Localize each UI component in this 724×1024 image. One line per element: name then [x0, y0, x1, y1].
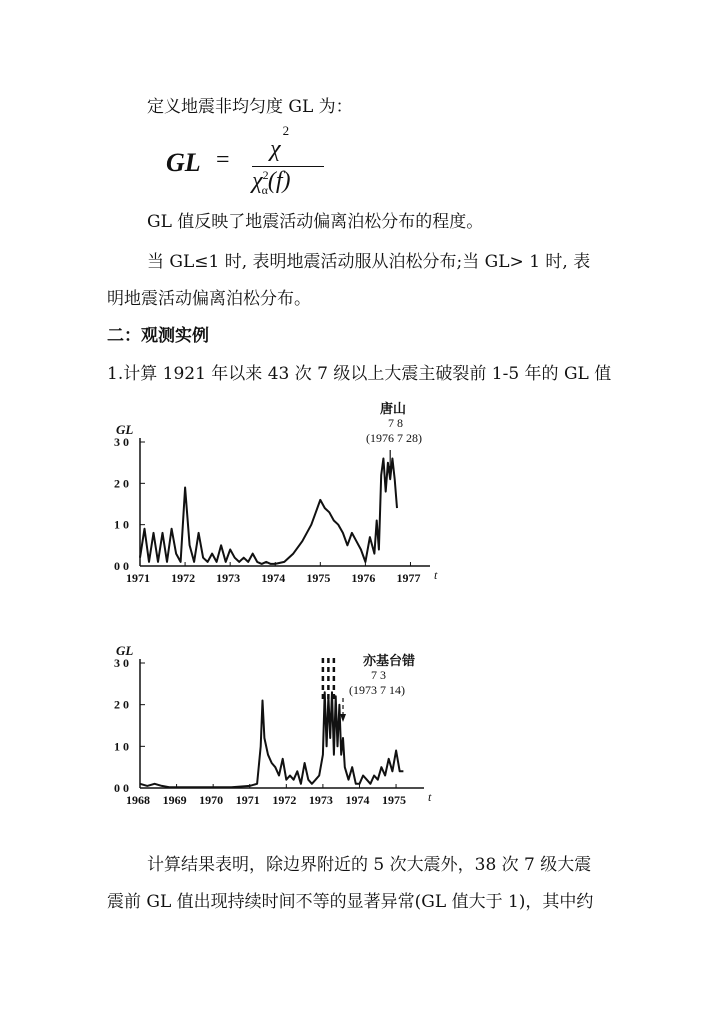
x-tick-label: 1973: [216, 571, 241, 585]
x-tick-label: 1974: [261, 571, 286, 585]
x-tick-label: 1976: [351, 571, 376, 585]
condition-text-line2: 明地震活动偏离泊松分布。: [107, 289, 311, 309]
x-tick-label: 1977: [396, 571, 421, 585]
y-tick-label: 1 0: [114, 739, 129, 754]
x-tick-label: 1970: [199, 793, 224, 807]
gl-meaning-text: GL 值反映了地震活动偏离泊松分布的程度。: [147, 212, 484, 232]
gl-series-line: [140, 692, 403, 787]
y-axis-label: GL: [116, 422, 134, 437]
y-tick-label: 0 0: [114, 559, 129, 573]
x-tick-label: 1972: [272, 793, 297, 807]
formula-denominator: $\chi^2_\alpha(f)$: [252, 168, 291, 197]
x-tick-label: 1971: [235, 793, 260, 807]
x-tick-label: 1975: [382, 793, 407, 807]
y-tick-label: 3 0: [114, 656, 129, 670]
y-tick-label: 2 0: [114, 476, 129, 491]
condition-text-line1: 当 GL≤1 时, 表明地震活动服从泊松分布;当 GL> 1 时, 表: [147, 252, 591, 272]
formula-fraction: [252, 123, 322, 203]
gl-chart-tangshan: [108, 400, 448, 595]
x-tick-label: 1969: [162, 793, 187, 807]
x-tick-label: 1971: [126, 571, 150, 585]
gl-series-line: [140, 459, 397, 564]
annotation-magnitude: 7 3: [371, 668, 386, 682]
y-tick-label: 2 0: [114, 697, 129, 712]
gl-chart-yiji: [108, 640, 448, 820]
formula-equals: =: [216, 147, 230, 173]
x-tick-label: 1973: [308, 793, 333, 807]
definition-text: 定义地震非均匀度 GL 为：: [147, 97, 353, 117]
fraction-bar: [252, 166, 324, 167]
result-text-line1: 计算结果表明，除边界附近的 5 次大震外，38 次 7 级大震: [147, 855, 592, 875]
annotation-place: 亦基台错: [363, 653, 416, 668]
result-text-line2: 震前 GL 值出现持续时间不等的显著异常(GL 值大于 1)，其中约: [107, 892, 594, 912]
x-axis-end-label: t: [434, 568, 438, 582]
gl-formula: [166, 123, 326, 203]
annotation-date: (1976 7 28): [366, 431, 422, 445]
y-tick-label: 3 0: [114, 435, 129, 449]
annotation-place: 唐山: [380, 401, 407, 416]
y-axis-label: GL: [116, 643, 134, 658]
x-axis-end-label: t: [428, 790, 432, 804]
formula-lhs: GL: [166, 148, 201, 177]
list-item-1: 1.计算 1921 年以来 43 次 7 级以上大震主破裂前 1-5 年的 GL 值: [107, 364, 612, 384]
x-tick-label: 1972: [171, 571, 196, 585]
x-tick-label: 1975: [306, 571, 331, 585]
annotation-date: (1973 7 14): [349, 683, 405, 697]
section-heading: 二：观测实例: [107, 326, 209, 346]
y-tick-label: 1 0: [114, 517, 129, 532]
annotation-magnitude: 7 8: [388, 416, 403, 430]
x-tick-label: 1974: [345, 793, 370, 807]
y-tick-label: 0 0: [114, 781, 129, 795]
x-tick-label: 1968: [126, 793, 150, 807]
formula-numerator: $\chi^2$: [270, 123, 290, 162]
